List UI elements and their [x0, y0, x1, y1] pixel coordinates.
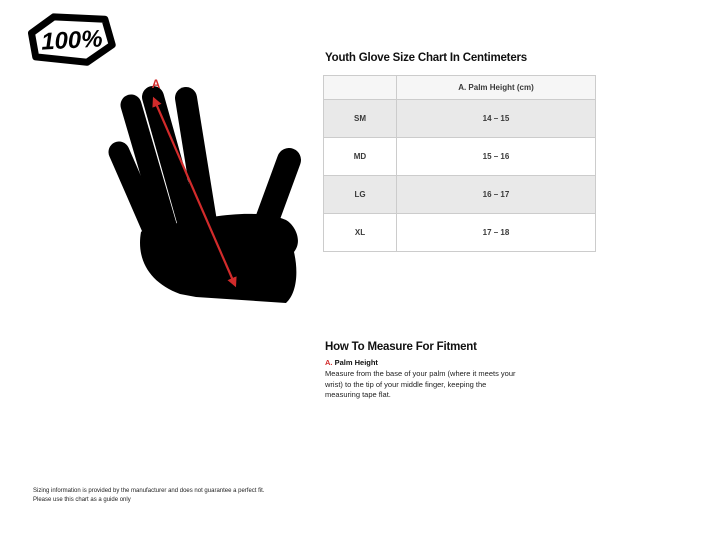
size-label: MD	[324, 138, 397, 176]
table-row-xl	[324, 214, 596, 252]
size-label: SM	[324, 100, 397, 138]
size-label: XL	[324, 214, 397, 252]
column-header-palm-height: A. Palm Height (cm)	[397, 76, 596, 100]
glove-measurement-diagram	[108, 76, 312, 314]
measurement-instructions: Measure from the base of your palm (where it meets your wrist) to the tip of your middle finger, keeping the measuring tape flat.	[325, 369, 516, 399]
table-header-row	[324, 76, 596, 100]
size-label: LG	[324, 176, 397, 214]
table-row-sm	[324, 100, 596, 138]
how-to-measure-section	[325, 341, 517, 401]
disclaimer-text	[33, 487, 264, 505]
disclaimer-line-2: Please use this chart as a guide only	[33, 497, 131, 503]
palm-height-value: 14 – 15	[397, 100, 596, 138]
size-chart-title: Youth Glove Size Chart In Centimeters	[325, 52, 527, 64]
disclaimer-line-1: Sizing information is provided by the manufacturer and does not guarantee a perfect fit.	[33, 488, 265, 494]
hand-silhouette-icon	[108, 76, 312, 314]
palm-height-value: 16 – 17	[397, 176, 596, 214]
size-chart-table	[323, 75, 596, 252]
table-row-lg	[324, 176, 596, 214]
palm-height-label-text: Palm Height	[334, 358, 378, 367]
100-percent-logo-icon	[26, 8, 118, 70]
table-corner-cell	[324, 76, 397, 100]
how-to-measure-heading: How To Measure For Fitment	[325, 341, 477, 353]
measure-marker-label: A	[151, 77, 161, 91]
table-row-md	[324, 138, 596, 176]
brand-logo	[26, 8, 118, 70]
palm-height-value: 17 – 18	[397, 214, 596, 252]
logo-text: 100%	[40, 25, 104, 56]
palm-height-value: 15 – 16	[397, 138, 596, 176]
palm-height-label	[325, 358, 517, 367]
palm-height-label-prefix: A.	[325, 358, 333, 367]
